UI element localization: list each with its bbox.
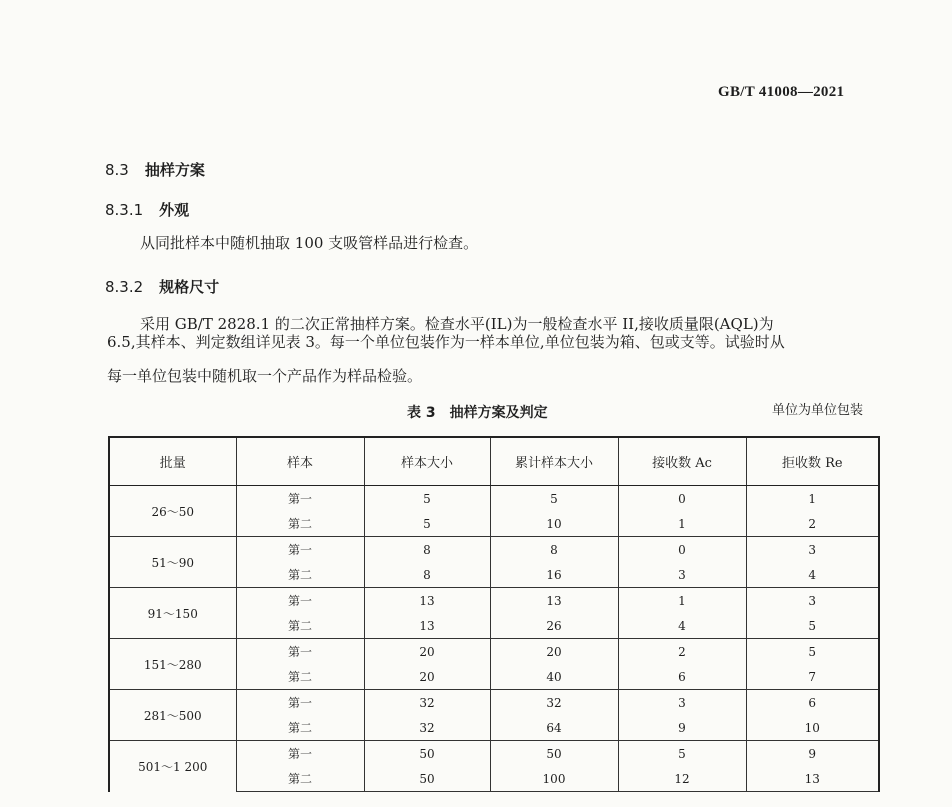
batch-cell: 91～150 bbox=[109, 588, 236, 639]
size-cell: 20 bbox=[364, 664, 490, 690]
sample-cell: 第二 bbox=[236, 664, 364, 690]
sample-cell: 第二 bbox=[236, 766, 364, 792]
sample-cell: 第一 bbox=[236, 741, 364, 767]
sample-cell: 第一 bbox=[236, 690, 364, 716]
size-cell: 8 bbox=[364, 562, 490, 588]
header-batch: 批量 bbox=[109, 437, 236, 486]
sample-cell: 第一 bbox=[236, 537, 364, 563]
accept-cell: 5 bbox=[618, 741, 746, 767]
reject-cell: 7 bbox=[746, 664, 879, 690]
accept-cell: 4 bbox=[618, 613, 746, 639]
table-row bbox=[109, 741, 879, 767]
size-cell: 5 bbox=[364, 486, 490, 512]
cumulative-cell: 5 bbox=[490, 486, 618, 512]
cumulative-cell: 26 bbox=[490, 613, 618, 639]
sample-cell: 第一 bbox=[236, 639, 364, 665]
batch-cell: 501～1 200 bbox=[109, 741, 236, 792]
accept-cell: 3 bbox=[618, 562, 746, 588]
size-cell: 13 bbox=[364, 613, 490, 639]
accept-cell: 1 bbox=[618, 511, 746, 537]
accept-cell: 1 bbox=[618, 588, 746, 614]
accept-cell: 2 bbox=[618, 639, 746, 665]
table-header-row bbox=[109, 437, 879, 486]
reject-cell: 3 bbox=[746, 537, 879, 563]
section-heading-8-3-2 bbox=[105, 276, 219, 297]
header-accept-number: 接收数 Ac bbox=[618, 437, 746, 486]
paragraph-dimensions-line-3: 每一单位包装中随机取一个产品作为样品检验。 bbox=[107, 367, 423, 385]
size-cell: 50 bbox=[364, 741, 490, 767]
section-title: 规格尺寸 bbox=[159, 278, 220, 296]
section-heading-8-3 bbox=[105, 159, 205, 180]
cumulative-cell: 20 bbox=[490, 639, 618, 665]
reject-cell: 10 bbox=[746, 715, 879, 741]
batch-cell: 51～90 bbox=[109, 537, 236, 588]
table-caption bbox=[407, 402, 548, 422]
reject-cell: 2 bbox=[746, 511, 879, 537]
sample-cell: 第二 bbox=[236, 562, 364, 588]
paragraph-dimensions-line-1: 采用 GB/T 2828.1 的二次正常抽样方案。检查水平(IL)为一般检查水平 II,接收质量限(AQL)为 bbox=[140, 315, 774, 333]
accept-cell: 0 bbox=[618, 486, 746, 512]
header-sample: 样本 bbox=[236, 437, 364, 486]
cumulative-cell: 16 bbox=[490, 562, 618, 588]
size-cell: 32 bbox=[364, 715, 490, 741]
sample-cell: 第一 bbox=[236, 486, 364, 512]
table-row bbox=[109, 690, 879, 716]
reject-cell: 13 bbox=[746, 766, 879, 792]
section-title: 外观 bbox=[159, 201, 190, 219]
size-cell: 5 bbox=[364, 511, 490, 537]
section-number: 8.3 bbox=[105, 161, 129, 179]
accept-cell: 0 bbox=[618, 537, 746, 563]
sampling-plan-table bbox=[108, 436, 880, 792]
standard-number: GB/T 41008—2021 bbox=[718, 84, 845, 100]
header-sample-size: 样本大小 bbox=[364, 437, 490, 486]
reject-cell: 4 bbox=[746, 562, 879, 588]
accept-cell: 6 bbox=[618, 664, 746, 690]
size-cell: 8 bbox=[364, 537, 490, 563]
reject-cell: 3 bbox=[746, 588, 879, 614]
batch-cell: 281～500 bbox=[109, 690, 236, 741]
size-cell: 32 bbox=[364, 690, 490, 716]
section-number: 8.3.2 bbox=[105, 278, 144, 296]
accept-cell: 9 bbox=[618, 715, 746, 741]
cumulative-cell: 100 bbox=[490, 766, 618, 792]
paragraph-appearance: 从同批样本中随机抽取 100 支吸管样品进行检查。 bbox=[140, 234, 479, 252]
table-caption-title: 抽样方案及判定 bbox=[449, 405, 548, 421]
section-heading-8-3-1 bbox=[105, 199, 189, 220]
cumulative-cell: 13 bbox=[490, 588, 618, 614]
reject-cell: 6 bbox=[746, 690, 879, 716]
cumulative-cell: 64 bbox=[490, 715, 618, 741]
cumulative-cell: 40 bbox=[490, 664, 618, 690]
reject-cell: 9 bbox=[746, 741, 879, 767]
table-unit-note: 单位为单位包装 bbox=[772, 403, 864, 418]
cumulative-cell: 50 bbox=[490, 741, 618, 767]
reject-cell: 5 bbox=[746, 613, 879, 639]
table-caption-number: 表 3 bbox=[407, 405, 436, 421]
reject-cell: 1 bbox=[746, 486, 879, 512]
size-cell: 50 bbox=[364, 766, 490, 792]
accept-cell: 12 bbox=[618, 766, 746, 792]
batch-cell: 151～280 bbox=[109, 639, 236, 690]
table-row bbox=[109, 537, 879, 563]
table-row bbox=[109, 639, 879, 665]
header-cumulative-size: 累计样本大小 bbox=[490, 437, 618, 486]
cumulative-cell: 8 bbox=[490, 537, 618, 563]
cumulative-cell: 10 bbox=[490, 511, 618, 537]
table-row bbox=[109, 486, 879, 512]
reject-cell: 5 bbox=[746, 639, 879, 665]
sample-cell: 第二 bbox=[236, 613, 364, 639]
size-cell: 20 bbox=[364, 639, 490, 665]
batch-cell: 26～50 bbox=[109, 486, 236, 537]
section-number: 8.3.1 bbox=[105, 201, 144, 219]
sample-cell: 第一 bbox=[236, 588, 364, 614]
section-title: 抽样方案 bbox=[144, 161, 205, 179]
size-cell: 13 bbox=[364, 588, 490, 614]
sample-cell: 第二 bbox=[236, 715, 364, 741]
paragraph-dimensions-line-2: 6.5,其样本、判定数组详见表 3。每一个单位包装作为一样本单位,单位包装为箱、包或支等。试验时从 bbox=[107, 333, 785, 351]
table-row bbox=[109, 588, 879, 614]
accept-cell: 3 bbox=[618, 690, 746, 716]
sample-cell: 第二 bbox=[236, 511, 364, 537]
header-reject-number: 拒收数 Re bbox=[746, 437, 879, 486]
cumulative-cell: 32 bbox=[490, 690, 618, 716]
